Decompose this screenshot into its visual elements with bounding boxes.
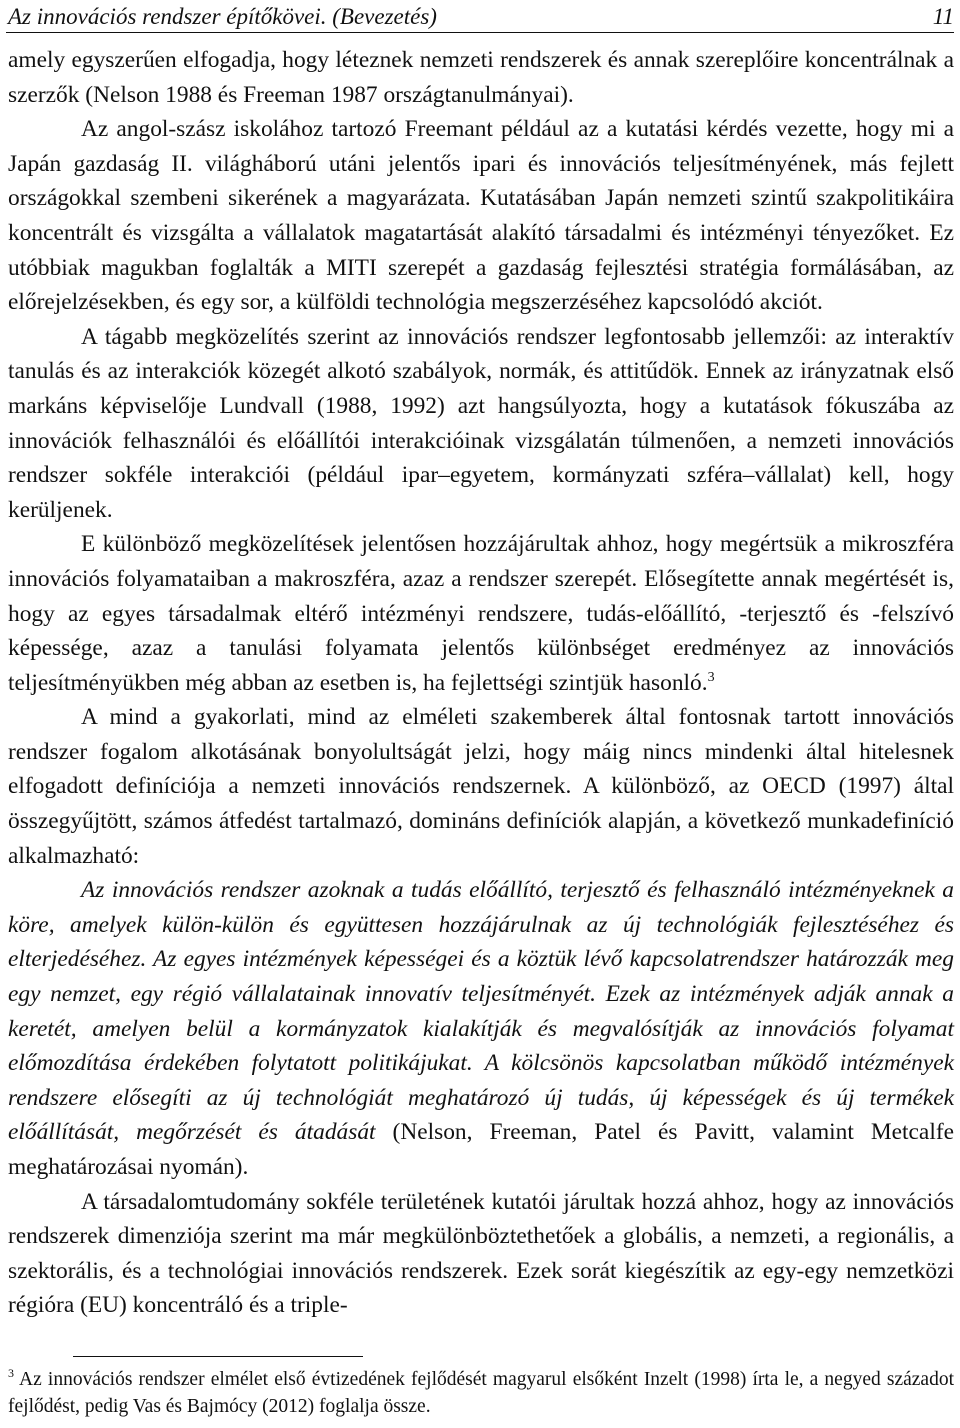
definition-source-text: (Nelson, Freeman, Patel és Pavitt, valamint Metcalfe meghatározásai nyomán). [8,1119,954,1180]
footnote-rule [73,1356,363,1357]
running-header [8,0,954,30]
footnote-text: Az innovációs rendszer elmélet első évtizedének fejlődését magyarul elsőként Inzelt (1998) írta le, a negyed századot fejlődést, pedig Vas és Bajmócy (2012) foglalja össze. [8,1369,954,1417]
footnote-reference: 3 [707,669,715,685]
page-number: 11 [932,4,954,29]
footnote [8,1366,954,1420]
paragraph-definition [8,873,954,1184]
body-text [8,43,954,1323]
definition-italic-text: Az innovációs rendszer azoknak a tudás előállító, terjesztő és felhasználó intézményeknek a köre, amelyek külön-külön és együttesen hozzájárulnak az új technológiák fejlesztéséhez és elterjedéséhez. Az egyes intézmények képességei és a köztük lévő kapcsolatrendszer határozzák meg egy nemzet, egy régió vállalatainak innovatív teljesítményét. Ezek az intézmények adják annak a keretét, amelyen belül a kormányzatok kialakítják és megvalósítják az innovációs folyamat előmozdítása érdekében folytatott politikájukat. A kölcsönös kapcsolatban működő intézmények rendszere elősegíti az új technológiát meghatározó új tudás, új képességek és új termékek előállítását, megőrzését és átadását [8,877,954,1146]
footnote-paragraph [8,1366,954,1420]
paragraph-approaches [8,527,954,700]
header-rule [6,32,954,33]
paragraph-definition-intro: A mind a gyakorlati, mind az elméleti szakemberek által fontosnak tartott innovációs rendszer fogalom alkotásának bonyolultságát jelzi, hogy máig nincs mindenki által hitelesnek elfogadott definíciója a nemzeti innovációs rendszernek. A különböző, az OECD (1997) által összegyűjtött, számos átfedést tartalmazó, domináns definíciók alapján, a következő munkadefiníció alkalmazható: [8,704,954,869]
paragraph-continuation: amely egyszerűen elfogadja, hogy léteznek nemzeti rendszerek és annak szereplőire koncentrálnak a szerzők (Nelson 1988 és Freeman 1987 országtanulmányai). [8,47,954,108]
paragraph-dimensions: A társadalomtudomány sokféle területének kutatói járultak hozzá ahhoz, hogy az innovációs rendszerek dimenziója szerint ma már megkülönböztethetőek a globális, a nemzeti, a regionális, a szektorális, és a technológiai innovációs rendszerek. Ezek sorát kiegészítik az egy-egy nemzetközi régióra (EU) koncentráló és a triple- [8,1188,954,1319]
paragraph-lundvall: A tágabb megközelítés szerint az innovációs rendszer legfontosabb jellemzői: az interaktív tanulás és az interakciók közegét alkotó szabályok, normák, és attitűdök. Ennek az irányzatnak első markáns képviselője Lundvall (1988, 1992) azt hangsúlyozta, hogy a kutatások fókuszába az innovációk felhasználói és előállítói interakcióinak vizsgálatán túlmenően, a nemzeti innovációs rendszer sokféle interakciói (például ipar–egyetem, kormányzati szféra–vállalat) kell, hogy kerüljenek. [8,323,954,523]
paragraph-freeman: Az angol-szász iskolához tartozó Freemant például az a kutatási kérdés vezette, hogy mi a Japán gazdaság II. világháború utáni jelentős ipari és innovációs teljesítményének, más fejlett országokkal szembeni sikerének a magyarázata. Kutatásában Japán nemzeti szintű szakpolitikáira koncentrált és vizsgálta a vállalatok magatartását alakító társadalmi és intézményi tényezőket. Ez utóbbiak magukban foglalták a MITI szerepét a gazdaság fejlesztési stratégia formálásában, az előrejelzésekben, és egy sor, a külföldi technológia megszerzéséhez kapcsolódó akciót. [8,116,954,316]
paragraph-approaches-text: E különböző megközelítések jelentősen hozzájárultak ahhoz, hogy megértsük a mikroszféra innovációs folyamataiban a makroszféra, azaz a rendszer szerepét. Elősegítette annak megértését is, hogy az egyes társadalmak eltérő intézményi rendszere, tudás-előállító, -terjesztő és -felszívó képessége, azaz a tanulási folyamata jelentős különbséget eredményez az innovációs teljesítményükben még abban az esetben is, ha fejlettségi szintjük hasonló. [8,531,954,696]
footnote-mark: 3 [8,1366,14,1380]
header-title: Az innovációs rendszer építőkövei. (Bevezetés) [8,4,437,29]
